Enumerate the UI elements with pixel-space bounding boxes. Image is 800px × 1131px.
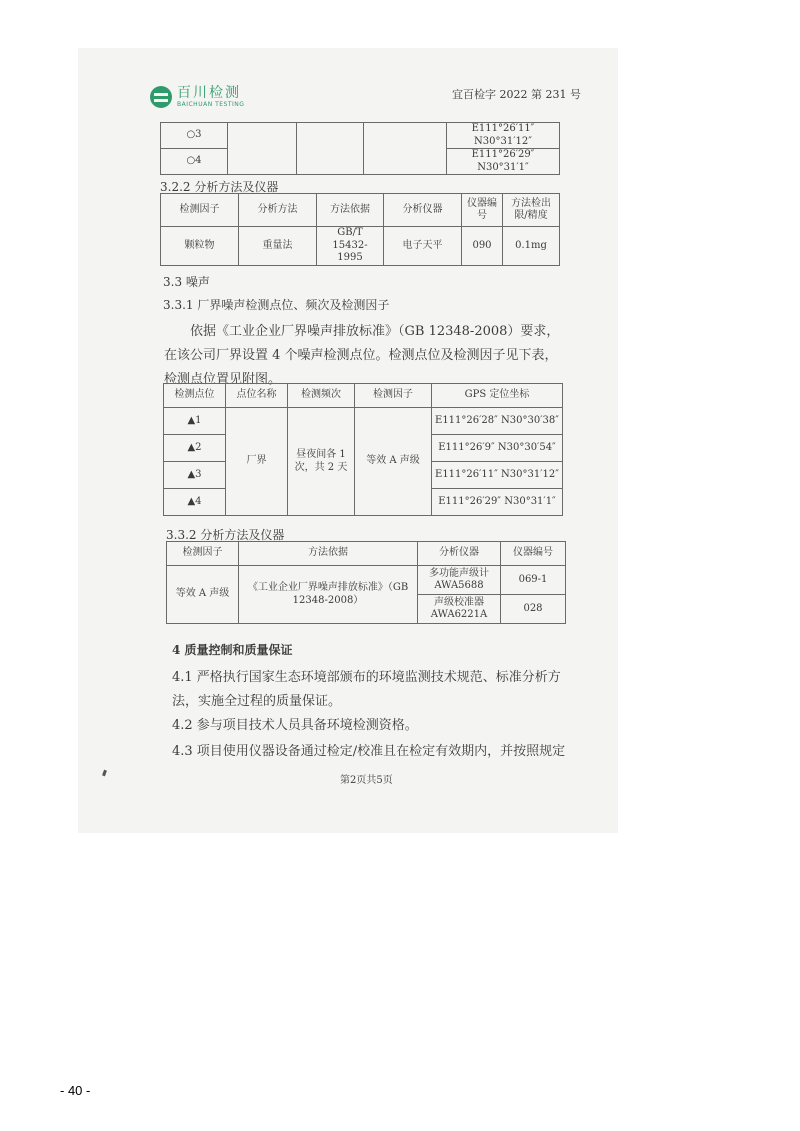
point-coord: E111°26′29″ N30°31′1″ — [432, 489, 563, 516]
table-header: 检测点位 — [164, 384, 226, 408]
point-id: ▲1 — [164, 408, 226, 435]
table-header: 分析方法 — [239, 194, 317, 227]
page-number: - 40 - — [60, 1083, 91, 1098]
table-cell: GB/T 15432-1995 — [317, 227, 384, 266]
table-cell: 0.1mg — [503, 227, 560, 266]
table-header: 检测因子 — [161, 194, 239, 227]
table-header: 点位名称 — [226, 384, 288, 408]
table-header: 检测因子 — [167, 542, 239, 566]
analysis-method-table — [160, 193, 560, 266]
point-coord: E111°26′9″ N30°30′54″ — [432, 435, 563, 462]
point-name: 厂界 — [226, 408, 288, 516]
section-3-3-1: 3.3.1 厂界噪声检测点位、频次及检测因子 — [163, 298, 390, 312]
method: 《工业企业厂界噪声排放标准》（GB 12348-2008） — [239, 566, 418, 624]
paragraph-line: 在该公司厂界设置 4 个噪声检测点位。检测点位及检测因子见下表， — [164, 348, 558, 363]
table-cell: 090 — [462, 227, 503, 266]
company-logo — [150, 86, 244, 108]
paragraph-line: 检测点位置见附图。 — [164, 372, 282, 387]
table-header: GPS 定位坐标 — [432, 384, 563, 408]
table-header: 分析仪器 — [418, 542, 501, 566]
section-3-3: 3.3 噪声 — [163, 275, 210, 289]
point-coord: E111°26′28″ N30°30′38″ — [432, 408, 563, 435]
table-cell: 电子天平 — [384, 227, 462, 266]
item-line: 4.2 参与项目技术人员具备环境检测资格。 — [172, 718, 418, 733]
page-footer: 第2页共5页 — [340, 775, 393, 786]
frequency: 昼夜间各 1 次，共 2 天 — [288, 408, 355, 516]
logo-cn-text: 百川检测 — [177, 85, 241, 101]
logo-mark-icon — [150, 86, 172, 108]
instrument-no: 028 — [501, 595, 566, 624]
instrument: 多功能声级计 AWA5688 — [418, 566, 501, 595]
noise-points-table — [163, 383, 563, 516]
instrument-no: 069-1 — [501, 566, 566, 595]
table-header: 检测频次 — [288, 384, 355, 408]
factor: 等效 A 声级 — [167, 566, 239, 624]
table-header: 仪器编号 — [501, 542, 566, 566]
table-header: 方法依据 — [239, 542, 418, 566]
section-3-3-2: 3.3.2 分析方法及仪器 — [166, 528, 285, 542]
point-id: ▲2 — [164, 435, 226, 462]
point-id: ▲3 — [164, 462, 226, 489]
item-line: 4.3 项目使用仪器设备通过检定/校准且在检定有效期内，并按照规定 — [172, 744, 566, 759]
factor: 等效 A 声级 — [355, 408, 432, 516]
table-header: 方法检出限/精度 — [503, 194, 560, 227]
sampling-points-table — [160, 122, 560, 175]
point-coord: E111°26′29″ N30°31′1″ — [447, 149, 560, 175]
noise-method-table — [166, 541, 566, 624]
section-3-2-2: 3.2.2 分析方法及仪器 — [160, 180, 279, 194]
instrument: 声级校准器 AWA6221A — [418, 595, 501, 624]
point-id: ○3 — [161, 123, 228, 149]
logo-en-text: BAICHUAN TESTING — [177, 101, 245, 108]
item-line: 法，实施全过程的质量保证。 — [172, 694, 342, 709]
paragraph-line: 依据《工业企业厂界噪声排放标准》（GB 12348-2008）要求， — [190, 324, 560, 339]
point-coord: E111°26′11″ N30°31′12″ — [447, 123, 560, 149]
point-id: ○4 — [161, 149, 228, 175]
table-cell: 颗粒物 — [161, 227, 239, 266]
table-header: 检测因子 — [355, 384, 432, 408]
point-coord: E111°26′11″ N30°31′12″ — [432, 462, 563, 489]
document-number: 宜百检字 2022 第 231 号 — [452, 88, 581, 101]
table-header: 方法依据 — [317, 194, 384, 227]
point-id: ▲4 — [164, 489, 226, 516]
table-header: 分析仪器 — [384, 194, 462, 227]
section-4: 4 质量控制和质量保证 — [172, 643, 293, 657]
table-cell: 重量法 — [239, 227, 317, 266]
item-line: 4.1 严格执行国家生态环境部颁布的环境监测技术规范、标准分析方 — [172, 670, 561, 685]
table-header: 仪器编号 — [462, 194, 503, 227]
